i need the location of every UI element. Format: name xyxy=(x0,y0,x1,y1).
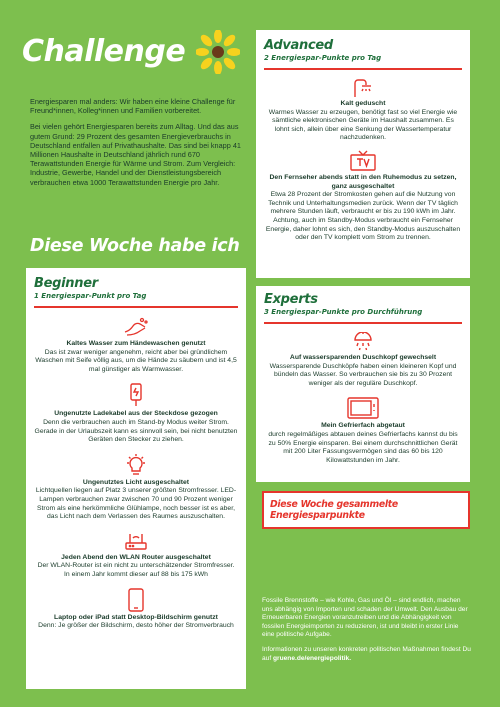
item-title: Kaltes Wasser zum Händewaschen genutzt xyxy=(66,340,206,347)
intro-text xyxy=(30,97,248,194)
beginner-card xyxy=(26,268,246,689)
advanced-item-tv xyxy=(264,150,462,243)
item-title: Den Fernseher abends statt in den Ruhemodus zu setzen, ganz ausgeschaltet xyxy=(269,173,457,190)
advanced-item-cold-shower xyxy=(264,78,462,143)
shower-icon xyxy=(352,78,374,98)
points-box-label: Diese Woche gesammelte Energiesparpunkte xyxy=(270,499,398,521)
item-text: Der WLAN-Router ist ein nicht zu unterschätzender Stromfresser. In einem Jahr kommt dieser auf 88 bis 175 kWh xyxy=(37,562,235,578)
advanced-title: Advanced xyxy=(264,38,333,53)
hand-wash-icon xyxy=(122,316,150,338)
beginner-item-tablet xyxy=(34,588,238,631)
divider xyxy=(34,306,238,308)
beginner-title: Beginner xyxy=(34,276,98,291)
beginner-item-charger xyxy=(34,382,238,444)
item-text: Denn die verbrauchen auch im Stand-by Modus weiter Strom. Gerade in der Urlaubszeit kann es sinnvoll sein, bei nicht benutzten Geräten den Stecker zu ziehen. xyxy=(34,418,238,444)
item-title: Kalt geduscht xyxy=(340,100,386,107)
lightbulb-icon xyxy=(124,453,148,477)
item-title: Ungenutztes Licht ausgeschaltet xyxy=(82,478,190,486)
router-icon xyxy=(123,530,149,552)
tablet-icon xyxy=(126,588,146,612)
experts-item-freezer xyxy=(264,396,462,465)
item-text: Warmes Wasser zu erzeugen, benötigt fast so viel Energie wie sämtliche elektronischen Geräte im Haushalt zusammen. Es lohnt sich, allein über eine Senkung der Wassertemperatur nachzudenken. xyxy=(268,108,458,142)
beginner-subtitle: 1 Energiespar-Punkt pro Tag xyxy=(34,292,147,300)
footer-text-prefix: Informationen zu unseren konkreten politischen Maßnahmen findest Du auf xyxy=(262,645,471,662)
week-heading: Diese Woche habe ich xyxy=(30,236,240,256)
experts-card xyxy=(256,286,470,482)
divider xyxy=(264,322,462,324)
experts-item-showerhead xyxy=(264,332,462,388)
item-text: Etwa 28 Prozent der Stromkosten gehen auf die Nutzung von Technik und Unterhaltungsmedien zurück. Wenn der TV täglich mehrere Stunden läuft, verbraucht er bis zu 190 kWh im Jahr. Achtung, auch im Standby-Modus verbraucht ein Fernseher Energie, daher lohnt es sich, den Standby-Modus auszuschalten oder den TV komplett vom Strom zu trennen. xyxy=(265,191,461,242)
item-title: Laptop oder iPad statt Desktop-Bildschirm genutzt xyxy=(54,613,218,621)
footer-paragraph-2 xyxy=(262,646,472,663)
beginner-item-router xyxy=(34,530,238,580)
footer-paragraph-1: Fossile Brennstoffe – wie Kohle, Gas und Öl – sind endlich, machen uns abhängig von Importen und schaden der Umwelt. Den Ausbau der Erneuerbaren Energien voranzutreiben und die Abhängigkeit von fossilen Energieimporten zu reduzieren, ist und bleibt in erster Linie eine politische Aufgabe. xyxy=(262,597,468,639)
item-text: Das ist zwar weniger angenehm, reicht aber bei gründlichem Waschen mit Seife völlig aus, um die Hände zu säubern und ist 4,5 mal günstiger als Warmwasser. xyxy=(35,348,237,373)
item-title: Jeden Abend den WLAN Router ausgeschaltet xyxy=(61,553,211,561)
item-text: Denn: Je größer der Bildschirm, desto höher der Stromverbrauch xyxy=(38,622,234,630)
item-text: Lichtquellen liegen auf Platz 3 unserer größten Stromfresser. LED-Lampen verbrauchen zwar zwischen 70 und 90 Prozent weniger Strom als eine herkömmliche Glühlampe, noch besser ist es aber, das Licht nach dem Verlassen des Raumes auszuschalten. xyxy=(35,487,237,521)
footer-link[interactable]: gruene.de/energiepolitik. xyxy=(273,654,352,662)
item-text: Wassersparende Duschköpfe haben einen kleineren Kopf und bündeln das Wasser. So verbrauchen sie bis zu 30 Prozent weniger als der reguläre Duschkopf. xyxy=(269,362,457,387)
intro-paragraph-2: Bei vielen gehört Energiesparen bereits zum Alltag. Und das aus gutem Grund: 29 Prozent des gesamten Energieverbrauchs in Deutschland entfallen auf Privathaushalte. Das sind bei knapp 41 Millionen Haushalte in Deutschland jährlich rund 670 Terawattstunden Energie für Wärme und Strom. Zum Vergleich: Industrie, Gewerbe, Handel und der Dienstleistungsbereich verbrauchen etwa 1000 Terawattstunden Energie pro Jahr. xyxy=(30,122,241,187)
experts-subtitle: 3 Energiespar-Punkte pro Durchführung xyxy=(264,308,423,316)
tv-icon xyxy=(349,150,377,172)
charger-icon xyxy=(126,382,146,408)
beginner-item-cold-water xyxy=(34,316,238,374)
sunflower-icon xyxy=(196,30,240,74)
freezer-icon xyxy=(346,396,380,420)
advanced-subtitle: 2 Energiespar-Punkte pro Tag xyxy=(264,54,382,62)
intro-paragraph-1: Energiesparen mal anders: Wir haben eine kleine Challenge für Freund*innen, Kolleg*innen und Familien vorbereitet. xyxy=(30,97,236,116)
beginner-item-light xyxy=(34,453,238,522)
item-title: Auf wassersparenden Duschkopf gewechselt xyxy=(289,354,437,361)
experts-title: Experts xyxy=(264,292,318,307)
showerhead-icon xyxy=(351,332,375,352)
item-text: durch regelmäßiges abtauen deines Gefrierfachs kannst du bis zu 50% Energie einsparen. Bei einem durchschnittlichen Gerät mit 200 Liter Fassungsvermögen sind das 60 bis 120 Kilowattstunden im Jahr. xyxy=(268,430,458,464)
item-title: Mein Gefrierfach abgetaut xyxy=(321,422,405,430)
footer-text xyxy=(262,597,472,669)
advanced-card xyxy=(256,30,470,278)
divider xyxy=(264,68,462,70)
points-box[interactable] xyxy=(262,491,470,529)
page-title: Challenge xyxy=(22,34,186,69)
item-title: Ungenutzte Ladekabel aus der Steckdose gezogen xyxy=(54,410,218,418)
